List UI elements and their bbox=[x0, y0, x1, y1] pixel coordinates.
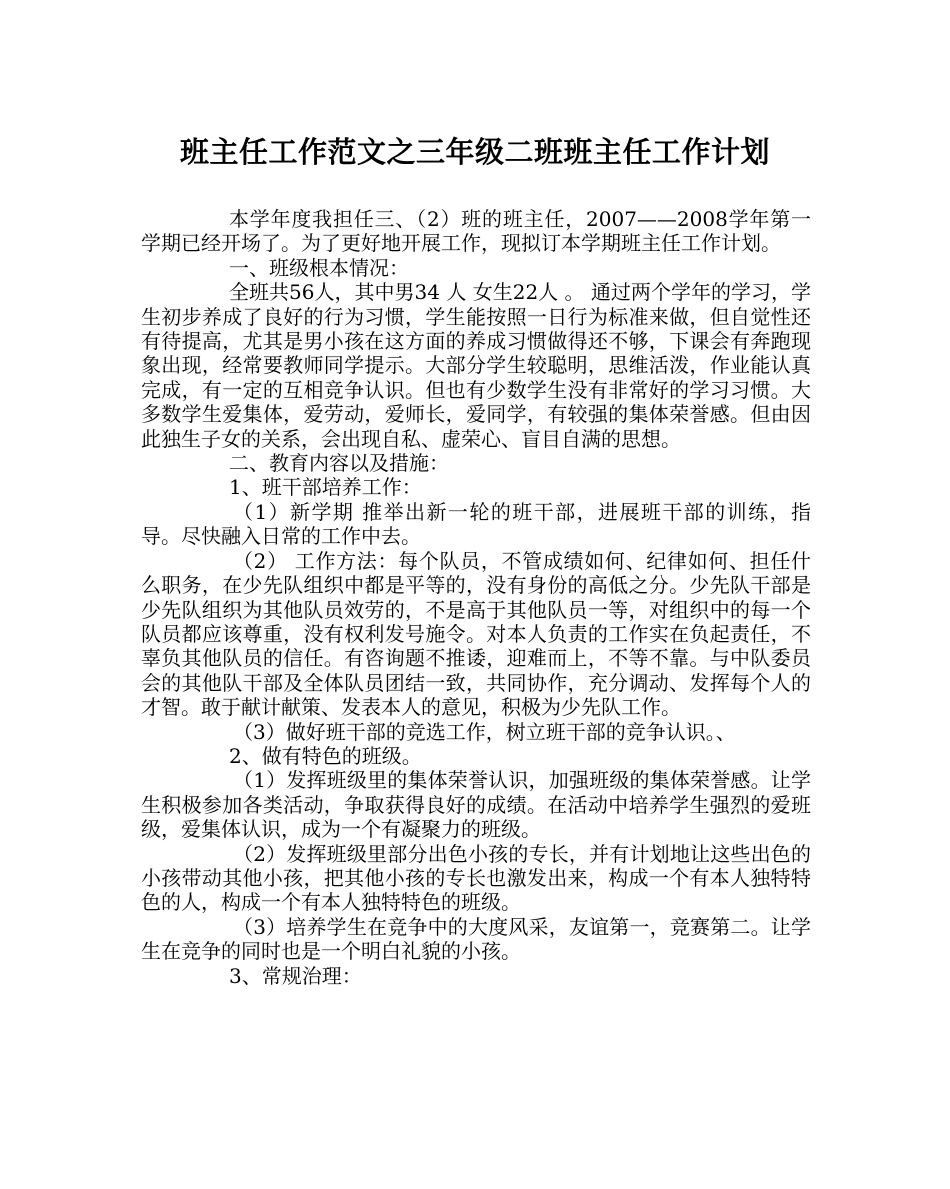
document-title: 班主任工作范文之三年级二班班主任工作计划 bbox=[179, 135, 770, 169]
heading-class-situation: 一、班级根本情况： bbox=[229, 255, 409, 280]
heading-routine-management: 3、常规治理： bbox=[229, 963, 362, 988]
heading-special-class: 2、做有特色的班级。 bbox=[229, 743, 422, 768]
paragraph-special-1: （1）发挥班级里的集体荣誉认识，加强班级的集体荣誉感。让学生积极参加各类活动，争取获得良好的成绩。在活动中培养学生强烈的爱班级，爱集体认识，成为一个有凝聚力的班级。 bbox=[141, 768, 811, 842]
paragraph-cadre-2: （2） 工作方法：每个队员，不管成绩如何、纪律如何、担任什么职务，在少先队组织中都是平等的，没有身份的高低之分。少先队干部是少先队组织为其他队员效劳的，不是高于其他队员一等，对组织中的每一个队员都应该尊重，没有权利发号施令。对本人负责的工作实在负起责任，不辜负其他队员的信任。有咨询题不推诿，迎难而上，不等不靠。与中队委员会的其他队干部及全体队员团结一致，共同协作，充分调动、发挥每个人的才智。敢于献计献策、发表本人的意见，积极为少先队工作。 bbox=[141, 548, 811, 720]
document-body bbox=[141, 207, 811, 988]
paragraph-class-situation: 全班共56人，其中男34 人 女生22人 。 通过两个学年的学习，学生初步养成了良好的行为习惯，学生能按照一日行为标准来做，但自觉性还有待提高，尤其是男小孩在这方面的养成习惯做得还不够，下课会有奔跑现象出现，经常要教师同学提示。大部分学生较聪明，思维活泼，作业能认真完成，有一定的互相竞争认识。但也有少数学生没有非常好的学习习惯。大多数学生爱集体，爱劳动，爱师长，爱同学，有较强的集体荣誉感。但由因此独生子女的关系，会出现自私、虚荣心、盲目自满的思想。 bbox=[141, 280, 811, 451]
paragraph-special-3: （3）培养学生在竞争中的大度风采，友谊第一，竞赛第二。让学生在竞争的同时也是一个明白礼貌的小孩。 bbox=[141, 914, 811, 964]
paragraph-special-2: （2）发挥班级里部分出色小孩的专长，并有计划地让这些出色的小孩带动其他小孩，把其他小孩的专长也激发出来，构成一个有本人独特特色的人，构成一个有本人独特特色的班级。 bbox=[141, 841, 811, 915]
paragraph-cadre-1: （1）新学期 推举出新一轮的班干部，进展班干部的训练，指导。尽快融入日常的工作中去。 bbox=[141, 499, 811, 549]
paragraph-intro: 本学年度我担任三、（2）班的班主任，2007——2008学年第一学期已经开场了。为了更好地开展工作，现拟订本学期班主任工作计划。 bbox=[141, 207, 811, 256]
heading-education-measures: 二、教育内容以及措施： bbox=[229, 451, 449, 476]
heading-cadre-training: 1、班干部培养工作： bbox=[229, 475, 422, 500]
paragraph-cadre-3: （3）做好班干部的竞选工作，树立班干部的竞争认识。、 bbox=[233, 719, 736, 744]
